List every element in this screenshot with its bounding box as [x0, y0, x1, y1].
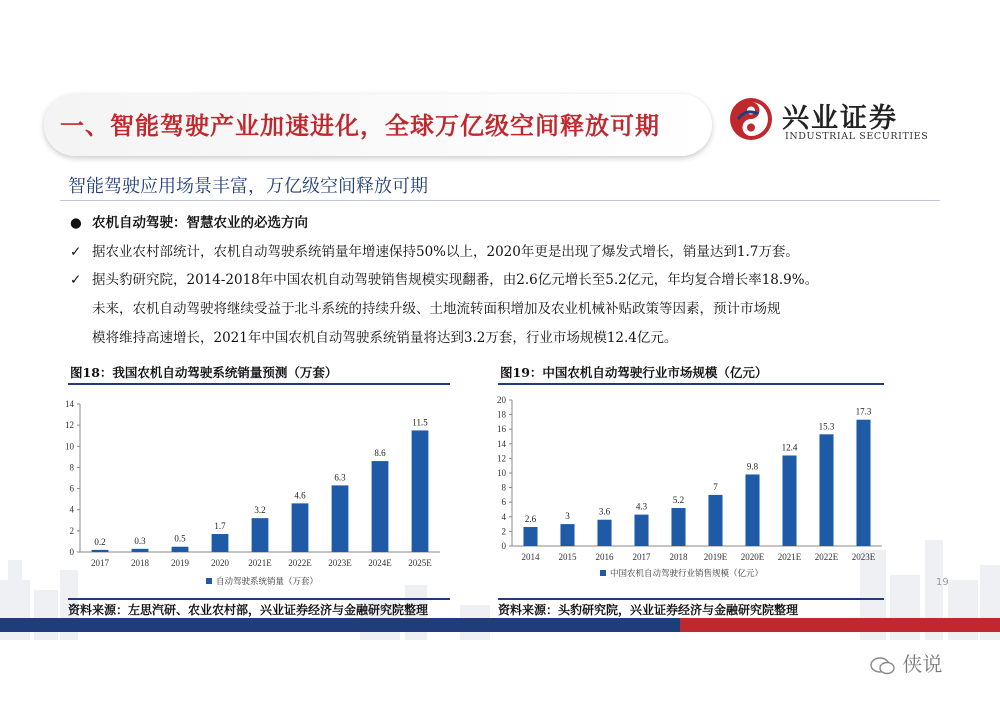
y-tick-label: 14 — [497, 438, 506, 449]
bullet-item-2 — [70, 268, 818, 288]
data-label: 15.3 — [818, 421, 835, 432]
brand-logo-icon — [728, 96, 774, 142]
bar — [671, 508, 685, 546]
data-label: 6.3 — [334, 472, 346, 483]
data-label: 4.6 — [294, 490, 306, 501]
x-tick-label: 2023E — [851, 552, 876, 562]
bar — [708, 495, 722, 546]
bar — [597, 520, 611, 546]
y-tick-label: 2 — [501, 526, 506, 537]
x-tick-label: 2025E — [408, 558, 432, 568]
data-label: 2.6 — [524, 514, 537, 525]
data-label: 1.7 — [214, 521, 226, 532]
check-icon: ✓ — [70, 244, 82, 260]
x-tick-label: 2022E — [288, 558, 312, 568]
bar — [212, 534, 229, 552]
footer-bar-red — [680, 618, 1000, 632]
bar — [634, 515, 648, 546]
x-tick-label: 2023E — [328, 558, 352, 568]
chat-bubble-icon — [870, 656, 896, 676]
x-tick-label: 2017 — [632, 552, 651, 562]
watermark — [870, 648, 942, 677]
y-tick-label: 18 — [497, 409, 506, 420]
bar — [132, 549, 149, 552]
figure-18-caption: 图18：我国农机自动驾驶系统销量预测（万套） — [70, 365, 338, 380]
data-label: 3.2 — [254, 505, 266, 516]
page-title: 一、智能驾驶产业加速进化，全球万亿级空间释放可期 — [60, 112, 660, 140]
bullet-item-1-text: 据农业农村部统计，农机自动驾驶系统销量年增速保持50%以上，2020年更是出现了爆发式增长，销量达到1.7万套。 — [92, 244, 799, 260]
bar — [332, 485, 349, 552]
bar — [412, 430, 429, 552]
data-label: 3.6 — [598, 506, 611, 517]
data-label: 0.5 — [174, 533, 186, 544]
page-number: 19 — [936, 577, 949, 588]
y-tick-label: 20 — [497, 395, 506, 405]
data-label: 3 — [565, 511, 570, 522]
data-label: 0.3 — [134, 535, 146, 546]
brand-name-cn: 兴业证券 — [782, 103, 898, 134]
section-subtitle: 智能驾驶应用场景丰富，万亿级空间释放可期 — [68, 176, 428, 197]
data-label: 11.5 — [412, 417, 428, 428]
figure-19-caption-rule — [498, 383, 884, 385]
x-tick-label: 2019 — [171, 558, 189, 568]
figure-18-caption-rule — [68, 383, 450, 385]
bullet-item-2-cont-1: 未来，农机自动驾驶将继续受益于北斗系统的持续升级、土地流转面积增加及农业机械补贴政策等因素，预计市场规 — [92, 301, 781, 317]
bar — [560, 524, 574, 546]
bullet-item-2-text: 据头豹研究院，2014-2018年中国农机自动驾驶销售规模实现翻番，由2.6亿元增长至5.2亿元，年均复合增长率18.9%。 — [92, 272, 819, 288]
bar — [856, 420, 870, 546]
x-tick-label: 2015 — [558, 552, 577, 562]
bar — [372, 461, 389, 552]
x-tick-label: 2020E — [740, 552, 765, 562]
chart-figure-18 — [50, 390, 450, 596]
bar — [92, 550, 109, 552]
x-tick-label: 2024E — [368, 558, 392, 568]
y-tick-label: 12 — [497, 453, 506, 464]
brand-name-en: INDUSTRIAL SECURITIES — [785, 131, 929, 142]
y-tick-label: 8 — [501, 482, 506, 493]
legend-swatch — [206, 578, 212, 584]
x-tick-label: 2019E — [703, 552, 728, 562]
chart-figure-19 — [480, 388, 890, 596]
y-tick-label: 14 — [65, 399, 74, 409]
watermark-text: 侠说 — [902, 652, 943, 676]
data-label: 12.4 — [781, 442, 798, 453]
figure-18-source: 资料来源：左思汽研、农业农村部，兴业证券经济与金融研究院整理 — [68, 603, 429, 617]
figure-19-source-rule — [498, 598, 884, 600]
data-label: 7 — [713, 481, 718, 492]
bullet-item-2-cont-2: 模将维持高速增长，2021年中国农机自动驾驶系统销量将达到3.2万套，行业市场规模12.4亿元。 — [92, 330, 678, 346]
bar — [523, 527, 537, 546]
bar — [782, 455, 796, 546]
x-tick-label: 2021E — [248, 558, 272, 568]
x-tick-label: 2022E — [814, 552, 839, 562]
x-tick-label: 2018 — [669, 552, 688, 562]
legend-label: 中国农机自动驾驶行业销售规模（亿元） — [610, 568, 764, 578]
data-label: 4.3 — [635, 501, 648, 512]
bullet-heading-text: 农机自动驾驶：智慧农业的必选方向 — [92, 215, 308, 231]
figure-19-source: 资料来源：头豹研究院，兴业证券经济与金融研究院整理 — [498, 603, 799, 617]
bar — [292, 503, 309, 552]
bar — [745, 474, 759, 546]
y-tick-label: 6 — [501, 497, 506, 508]
y-tick-label: 8 — [69, 462, 74, 473]
x-tick-label: 2014 — [521, 552, 540, 562]
x-tick-label: 2018 — [131, 558, 149, 568]
x-tick-label: 2020 — [211, 558, 229, 568]
data-label: 9.8 — [746, 461, 759, 472]
bullet-item-1 — [70, 240, 799, 260]
x-tick-label: 2021E — [777, 552, 802, 562]
bullet-heading — [70, 211, 308, 231]
y-tick-label: 6 — [69, 483, 74, 494]
figure-18-source-rule — [68, 598, 450, 600]
y-tick-label: 0 — [501, 541, 506, 551]
y-tick-label: 12 — [65, 420, 74, 431]
data-label: 0.2 — [94, 536, 106, 547]
check-icon: ✓ — [70, 272, 82, 288]
data-label: 5.2 — [672, 495, 685, 506]
y-tick-label: 2 — [69, 525, 74, 536]
y-tick-label: 4 — [69, 504, 74, 515]
legend-label: 自动驾驶系统销量（万套） — [216, 576, 319, 586]
y-tick-label: 4 — [501, 511, 506, 522]
bullet-dot-icon: ● — [70, 215, 82, 231]
legend-swatch — [600, 570, 606, 576]
figure-19-caption: 图19：中国农机自动驾驶行业市场规模（亿元） — [500, 365, 768, 380]
x-tick-label: 2017 — [91, 558, 109, 568]
y-tick-label: 16 — [497, 424, 506, 435]
y-tick-label: 0 — [69, 547, 74, 557]
y-tick-label: 10 — [65, 441, 74, 452]
data-label: 17.3 — [855, 406, 872, 417]
subtitle-divider — [60, 200, 940, 201]
bar — [172, 547, 189, 552]
footer-bar-navy — [0, 618, 680, 632]
bar — [252, 518, 269, 552]
data-label: 8.6 — [374, 448, 386, 459]
y-tick-label: 10 — [497, 468, 506, 478]
x-tick-label: 2016 — [595, 552, 614, 562]
bar — [819, 434, 833, 546]
